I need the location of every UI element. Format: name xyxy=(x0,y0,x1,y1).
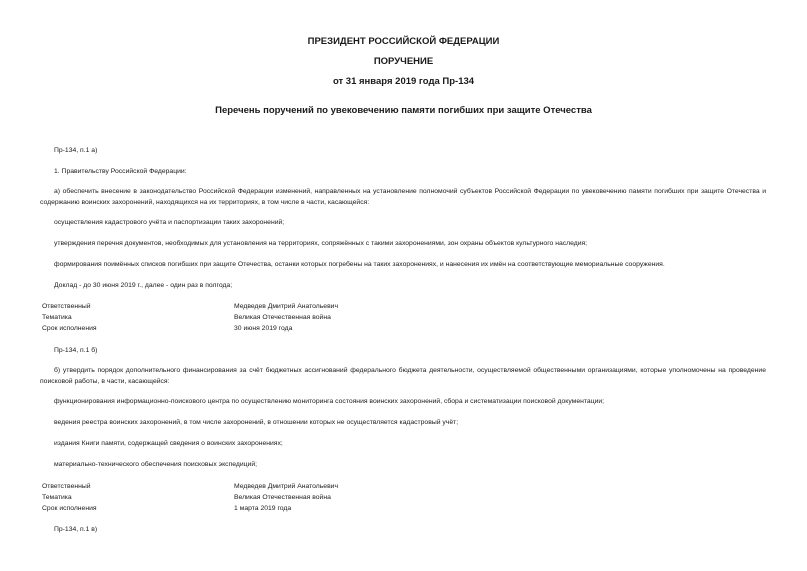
meta-value: Великая Отечественная война xyxy=(234,494,331,501)
meta-row-deadline xyxy=(42,324,742,334)
meta-value: Медведев Дмитрий Анатольевич xyxy=(234,483,339,490)
instruction-item-heading: 1. Правительству Российской Федерации: xyxy=(54,168,187,175)
meta-label: Срок исполнения xyxy=(42,325,97,332)
meta-row-topic xyxy=(42,313,742,323)
document-type: ПОРУЧЕНИЕ xyxy=(373,56,434,67)
document-date: от 31 января 2019 года Пр-134 xyxy=(332,76,475,87)
instruction-paragraph: б) утвердить порядок дополнительного финансирования за счёт бюджетных ассигнований федерального бюджета деятельности, осуществляемой общественными организациями, которые уполномочены на проведение поисковой работы, в части, касающейся: xyxy=(40,367,766,385)
meta-value: 1 марта 2019 года xyxy=(234,505,292,512)
meta-row-topic xyxy=(42,493,742,503)
meta-value: Медведев Дмитрий Анатольевич xyxy=(234,303,339,310)
meta-label: Срок исполнения xyxy=(42,505,97,512)
meta-row-responsible xyxy=(42,302,742,312)
meta-label: Тематика xyxy=(42,314,72,321)
instruction-subitem: функционирования информационно-поискового центра по осуществлению мониторинга состояния воинских захоронений, сбора и систематизации поисковой документации; xyxy=(54,398,605,405)
instruction-subitem: издания Книги памяти, содержащей сведения о воинских захоронениях; xyxy=(54,440,283,447)
instruction-reference: Пр-134, п.1 б) xyxy=(54,347,98,354)
instruction-subitem: ведения реестра воинских захоронений, в том числе захоронений, в отношении которых не осуществляется кадастровый учёт; xyxy=(54,419,459,426)
instruction-subitem: материально-технического обеспечения поисковых экспедиций; xyxy=(54,461,258,468)
instruction-reference: Пр-134, п.1 в) xyxy=(54,526,98,533)
instruction-subitem: утверждения перечня документов, необходимых для установления на территориях, сопряжённых с такими захоронениями, зон охраны объектов культурного наследия; xyxy=(54,240,588,247)
meta-label: Ответственный xyxy=(42,303,91,310)
report-deadline: Доклад - до 30 июня 2019 г., далее - один раз в полгода; xyxy=(54,282,233,289)
instruction-reference: Пр-134, п.1 а) xyxy=(54,147,98,154)
meta-row-deadline xyxy=(42,504,742,514)
instruction-subitem: осуществления кадастрового учёта и паспортизации таких захоронений; xyxy=(54,219,285,226)
meta-value: Великая Отечественная война xyxy=(234,314,331,321)
meta-row-responsible xyxy=(42,482,742,492)
issuing-authority: ПРЕЗИДЕНТ РОССИЙСКОЙ ФЕДЕРАЦИИ xyxy=(307,36,500,47)
meta-label: Ответственный xyxy=(42,483,91,490)
instruction-paragraph: а) обеспечить внесение в законодательство Российской Федерации изменений, направленных на установление полномочий субъектов Российской Федерации по увековечению памяти погибших при защите Отечества и содержанию воинских захоронений, находящихся на их территориях, в том числе в части, касающейся: xyxy=(40,188,766,206)
instruction-subitem: формирования поимённых списков погибших при защите Отечества, останки которых погребены на таких захоронениях, и нанесения их имён на соответствующие мемориальные сооружения. xyxy=(54,261,665,268)
meta-label: Тематика xyxy=(42,494,72,501)
meta-value: 30 июня 2019 года xyxy=(234,325,293,332)
document-title: Перечень поручений по увековечению памяти погибших при защите Отечества xyxy=(215,105,592,116)
